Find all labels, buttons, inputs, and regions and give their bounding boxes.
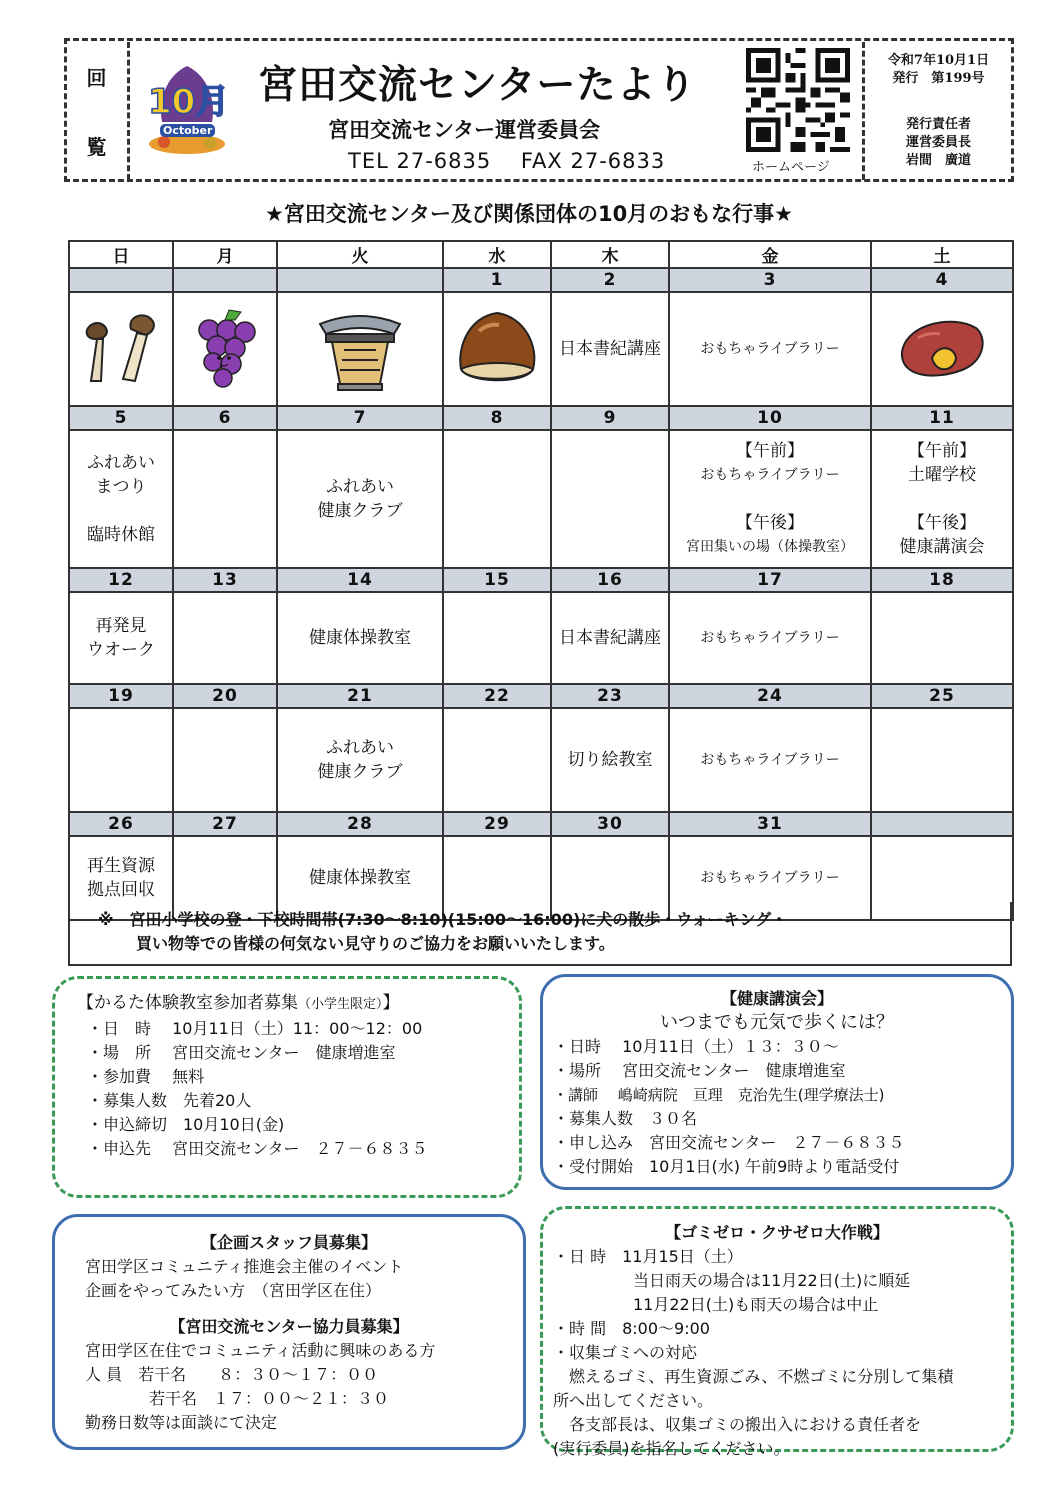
staff-recruit-box [52, 1214, 526, 1450]
calendar-cell [551, 708, 669, 812]
calendar-cell [871, 292, 1013, 406]
publisher-name: 岩間 廣道 [905, 153, 971, 168]
calendar-date: 30 [551, 812, 669, 836]
calendar-cell [669, 430, 871, 568]
staff-line: 人 員 若干名 ８：３０～１７：００ [85, 1365, 379, 1384]
calendar-event-row [69, 430, 1013, 568]
issue-number: 発行 第199号 [892, 71, 985, 86]
calendar-cell [69, 430, 173, 568]
staff-line: 宮田学区コミュニティ推進会主催のイベント [85, 1257, 404, 1276]
calendar-date-row [69, 568, 1013, 592]
calendar-event: 健康体操教室 [309, 628, 411, 648]
karuta-line: ・場 所 宮田交流センター 健康増進室 [87, 1043, 396, 1062]
calendar-date [173, 268, 277, 292]
calendar-date: 17 [669, 568, 871, 592]
calendar-date: 28 [277, 812, 443, 836]
calendar-date: 16 [551, 568, 669, 592]
calendar-event: 【午前】 おもちゃライブラリー 【午後】 宮田集いの場（体操教室） [686, 441, 854, 555]
cleanup-box [540, 1206, 1014, 1458]
calendar-event: 再発見 ウオーク [87, 616, 155, 660]
karuta-line: ・募集人数 先着20人 [87, 1091, 252, 1110]
calendar-day-name: 月 [173, 241, 277, 268]
calendar-event: おもちゃライブラリー [700, 341, 840, 357]
calendar-event-row [69, 292, 1013, 406]
calendar-date: 2 [551, 268, 669, 292]
chestnut-icon [444, 307, 550, 391]
calendar-date [69, 268, 173, 292]
lecture-line: ・日時 10月11日（土）１３：３０～ [553, 1037, 839, 1056]
calendar-cell [443, 708, 551, 812]
calendar-cell [871, 430, 1013, 568]
calendar-cell [69, 708, 173, 812]
staff-planning-title: 【企画スタッフ員募集】 [200, 1233, 377, 1252]
issue-info [862, 42, 1012, 180]
note-line-1: ※ 宮田小学校の登・下校時間帯(7:30～8:10)(15:00～16:00)に犬の散歩・ウォーキング・ [98, 910, 788, 929]
lecture-box [540, 974, 1014, 1190]
calendar-date: 24 [669, 684, 871, 708]
calendar-date: 1 [443, 268, 551, 292]
calendar-date: 23 [551, 684, 669, 708]
calendar-cell [551, 292, 669, 406]
cleanup-line: 所へ出してください。 [553, 1391, 714, 1410]
calendar-date: 25 [871, 684, 1013, 708]
calendar-cell [277, 430, 443, 568]
calendar-day-header-row [69, 241, 1013, 268]
cleanup-line: 燃えるゴミ、再生資源ごみ、不燃ゴミに分別して集積 [553, 1367, 954, 1386]
calendar-date: 10 [669, 406, 871, 430]
calendar-date-row [69, 268, 1013, 292]
karuta-title [77, 991, 519, 1017]
karuta-line: ・参加費 無料 [87, 1067, 205, 1086]
calendar-event: 日本書紀講座 [559, 339, 661, 359]
calendar-cell [443, 430, 551, 568]
calendar-cell [669, 708, 871, 812]
calendar-date: 6 [173, 406, 277, 430]
calendar-date: 14 [277, 568, 443, 592]
calendar-date-row [69, 406, 1013, 430]
grill-icon [278, 304, 442, 394]
calendar-date: 5 [69, 406, 173, 430]
month-badge-english: October [160, 124, 215, 137]
calendar-event: おもちゃライブラリー [700, 752, 840, 768]
karuta-line: ・日 時 10月11日（土）11：00～12：00 [87, 1019, 423, 1038]
calendar-cell [669, 292, 871, 406]
calendar-date: 15 [443, 568, 551, 592]
calendar-date: 26 [69, 812, 173, 836]
calendar-event: ふれあい 健康クラブ [317, 477, 403, 521]
contact-numbers: TEL 27-6835 FAX 27-6833 [348, 149, 666, 173]
kairan-char-1: 回 [86, 66, 107, 90]
issue-date: 令和7年10月1日 [887, 53, 990, 68]
staff-line: 宮田学区在住でコミュニティ活動に興味のある方 [85, 1341, 436, 1360]
publisher-label: 発行責任者 [905, 117, 971, 132]
calendar-date [871, 812, 1013, 836]
calendar-cell [669, 592, 871, 684]
calendar-event: 再生資源 拠点回収 [87, 856, 155, 900]
qr-label: ホームページ [752, 160, 830, 175]
calendar-cell [277, 708, 443, 812]
karuta-line: ・申込先 宮田交流センター ２７－６８３５ [87, 1139, 428, 1158]
staff-line: 若干名 １７：００～２１：３０ [85, 1389, 390, 1408]
qr-code-icon [746, 48, 850, 152]
calendar-cell [277, 292, 443, 406]
circulation-stamp [66, 42, 130, 180]
cleanup-line: 各支部長は、収集ゴミの搬出入における責任者を [553, 1415, 922, 1434]
calendar-day-name: 火 [277, 241, 443, 268]
lecture-subtitle: いつまでも元気で歩くには？ [660, 1012, 894, 1033]
calendar-event-row [69, 592, 1013, 684]
calendar-cell [551, 430, 669, 568]
calendar-date: 9 [551, 406, 669, 430]
calendar-date: 8 [443, 406, 551, 430]
calendar-day-name: 金 [669, 241, 871, 268]
karuta-line: ・申込締切 10月10日(金) [87, 1115, 285, 1134]
karuta-title-close: 】 [382, 993, 400, 1013]
calendar-day-name: 土 [871, 241, 1013, 268]
calendar-date: 19 [69, 684, 173, 708]
staff-line: 企画をやってみたい方 （宮田学区在住） [85, 1281, 382, 1300]
calendar-day-name: 日 [69, 241, 173, 268]
calendar-date: 22 [443, 684, 551, 708]
calendar-date: 18 [871, 568, 1013, 592]
calendar-event-row [69, 708, 1013, 812]
lecture-line: ・受付開始 10月1日(水) 午前9時より電話受付 [553, 1157, 900, 1176]
note-line-2: 買い物等での皆様の何気ない見守りのご協力をお願いいたします。 [136, 934, 615, 953]
cleanup-line: (実行委員)を指名してください。 [553, 1439, 790, 1458]
lecture-title: 【健康講演会】 [720, 989, 833, 1008]
calendar-date: 27 [173, 812, 277, 836]
calendar-date: 13 [173, 568, 277, 592]
calendar-cell [443, 592, 551, 684]
lecture-line: ・募集人数 ３０名 [553, 1109, 698, 1128]
grape-icon [174, 308, 276, 390]
sweet-potato-icon [872, 308, 1012, 390]
month-badge [146, 60, 228, 156]
calendar-cell [277, 592, 443, 684]
calendar-event: 切り絵教室 [567, 750, 653, 770]
cleanup-title: 【ゴミゼロ・クサゼロ大作戦】 [665, 1223, 889, 1242]
lecture-line: ・申し込み 宮田交流センター ２７－６８３５ [553, 1133, 905, 1152]
committee-name: 宮田交流センター運営委員会 [328, 118, 601, 142]
event-calendar [68, 240, 1014, 921]
calendar-date: 7 [277, 406, 443, 430]
cleanup-line: ・日 時 11月15日（土） [553, 1247, 743, 1266]
calendar-date-row [69, 812, 1013, 836]
calendar-date [277, 268, 443, 292]
calendar-day-name: 水 [443, 241, 551, 268]
calendar-cell [871, 708, 1013, 812]
cleanup-line: ・時 間 8:00～9:00 [553, 1319, 710, 1338]
calendar-date: 12 [69, 568, 173, 592]
karuta-title-text: 【かるた体験教室参加者募集 [77, 993, 298, 1013]
calendar-cell [173, 430, 277, 568]
calendar-event: 日本書紀講座 [559, 628, 661, 648]
calendar-cell [69, 592, 173, 684]
kairan-char-2: 覧 [86, 135, 107, 159]
calendar-cell [173, 292, 277, 406]
calendar-cell [69, 292, 173, 406]
publisher-role: 運営委員長 [905, 135, 971, 150]
calendar-event: ふれあい まつり 臨時休館 [87, 453, 155, 545]
calendar-date-row [69, 684, 1013, 708]
karuta-limit: （小学生限定） [298, 997, 383, 1012]
calendar-event: ふれあい 健康クラブ [317, 738, 403, 782]
calendar-event: 健康体操教室 [309, 868, 411, 888]
calendar-day-name: 木 [551, 241, 669, 268]
calendar-date: 20 [173, 684, 277, 708]
lecture-line: ・場所 宮田交流センター 健康増進室 [553, 1061, 846, 1080]
calendar-event: 【午前】 土曜学校 【午後】 健康講演会 [899, 441, 985, 557]
qr-code[interactable] [746, 48, 850, 152]
calendar-event: おもちゃライブラリー [700, 630, 840, 646]
calendar-heading: ★宮田交流センター及び関係団体の10月のおもな行事★ [264, 202, 794, 226]
calendar-date: 31 [669, 812, 871, 836]
mushroom-icon [70, 309, 172, 389]
karuta-recruit-box [52, 976, 522, 1198]
calendar-cell [551, 592, 669, 684]
calendar-cell [443, 292, 551, 406]
staff-helper-title: 【宮田交流センター協力員募集】 [169, 1317, 409, 1336]
calendar-date: 21 [277, 684, 443, 708]
calendar-event: おもちゃライブラリー [700, 870, 840, 886]
calendar-date: 29 [443, 812, 551, 836]
calendar-cell [871, 592, 1013, 684]
cleanup-line: 11月22日(土)も雨天の場合は中止 [553, 1295, 879, 1314]
page-title: 宮田交流センターたより [258, 63, 697, 108]
watch-request-note [68, 902, 1012, 966]
lecture-line: ・講師 嶋崎病院 亘理 克治先生(理学療法士) [553, 1086, 885, 1104]
calendar-cell [173, 708, 277, 812]
calendar-cell [173, 592, 277, 684]
cleanup-line: 当日雨天の場合は11月22日(土)に順延 [553, 1271, 911, 1290]
calendar-date: 4 [871, 268, 1013, 292]
calendar-date: 3 [669, 268, 871, 292]
month-badge-month: 10月 [148, 82, 230, 122]
staff-line: 勤務日数等は面談にて決定 [85, 1413, 278, 1432]
cleanup-line: ・収集ゴミへの対応 [553, 1343, 698, 1362]
calendar-date: 11 [871, 406, 1013, 430]
